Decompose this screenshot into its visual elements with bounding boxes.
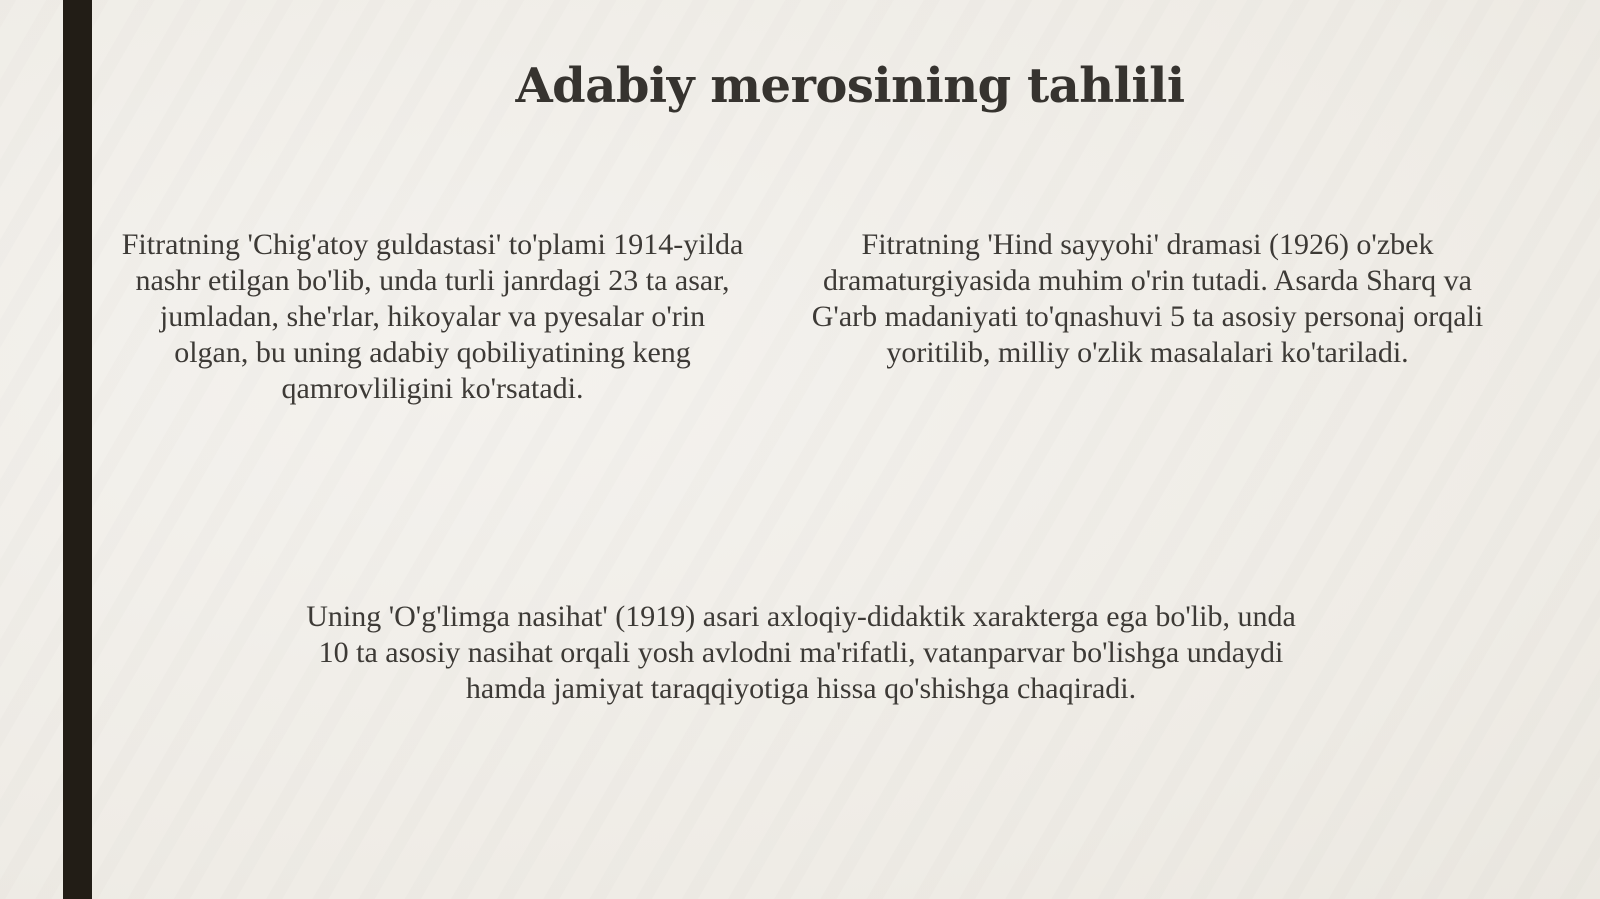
paragraph-chigatoy-guldastasi: Fitratning 'Chig'atoy guldastasi' to'plami 1914-yilda nashr etilgan bo'lib, unda turli janrdagi 23 ta asar, jumladan, she'rlar, hikoyalar va pyesalar o'rin olgan, bu uning adabiy qobiliyatining keng qamrovliligini ko'rsatadi.	[121, 228, 744, 405]
paragraph-hind-sayyohi: Fitratning 'Hind sayyohi' dramasi (1926) o'zbek dramaturgiyasida muhim o'rin tutadi. Asarda Sharq va G'arb madaniyati to'qnashuvi 5 ta asosiy personaj orqali yoritilib, milliy o'zlik masalalari ko'tariladi.	[811, 228, 1484, 369]
paragraph-oglimga-nasihat: Uning 'O'g'limga nasihat' (1919) asari axloqiy-didaktik xarakterga ega bo'lib, unda 10 ta asosiy nasihat orqali yosh avlodni ma'rifatli, vatanparvar bo'lishga undaydi hamda jamiyat taraqqiyotiga hissa qo'shishga chaqiradi.	[306, 600, 1296, 705]
accent-bar	[63, 0, 92, 899]
slide-title: Adabiy merosining tahlili	[515, 58, 1185, 114]
